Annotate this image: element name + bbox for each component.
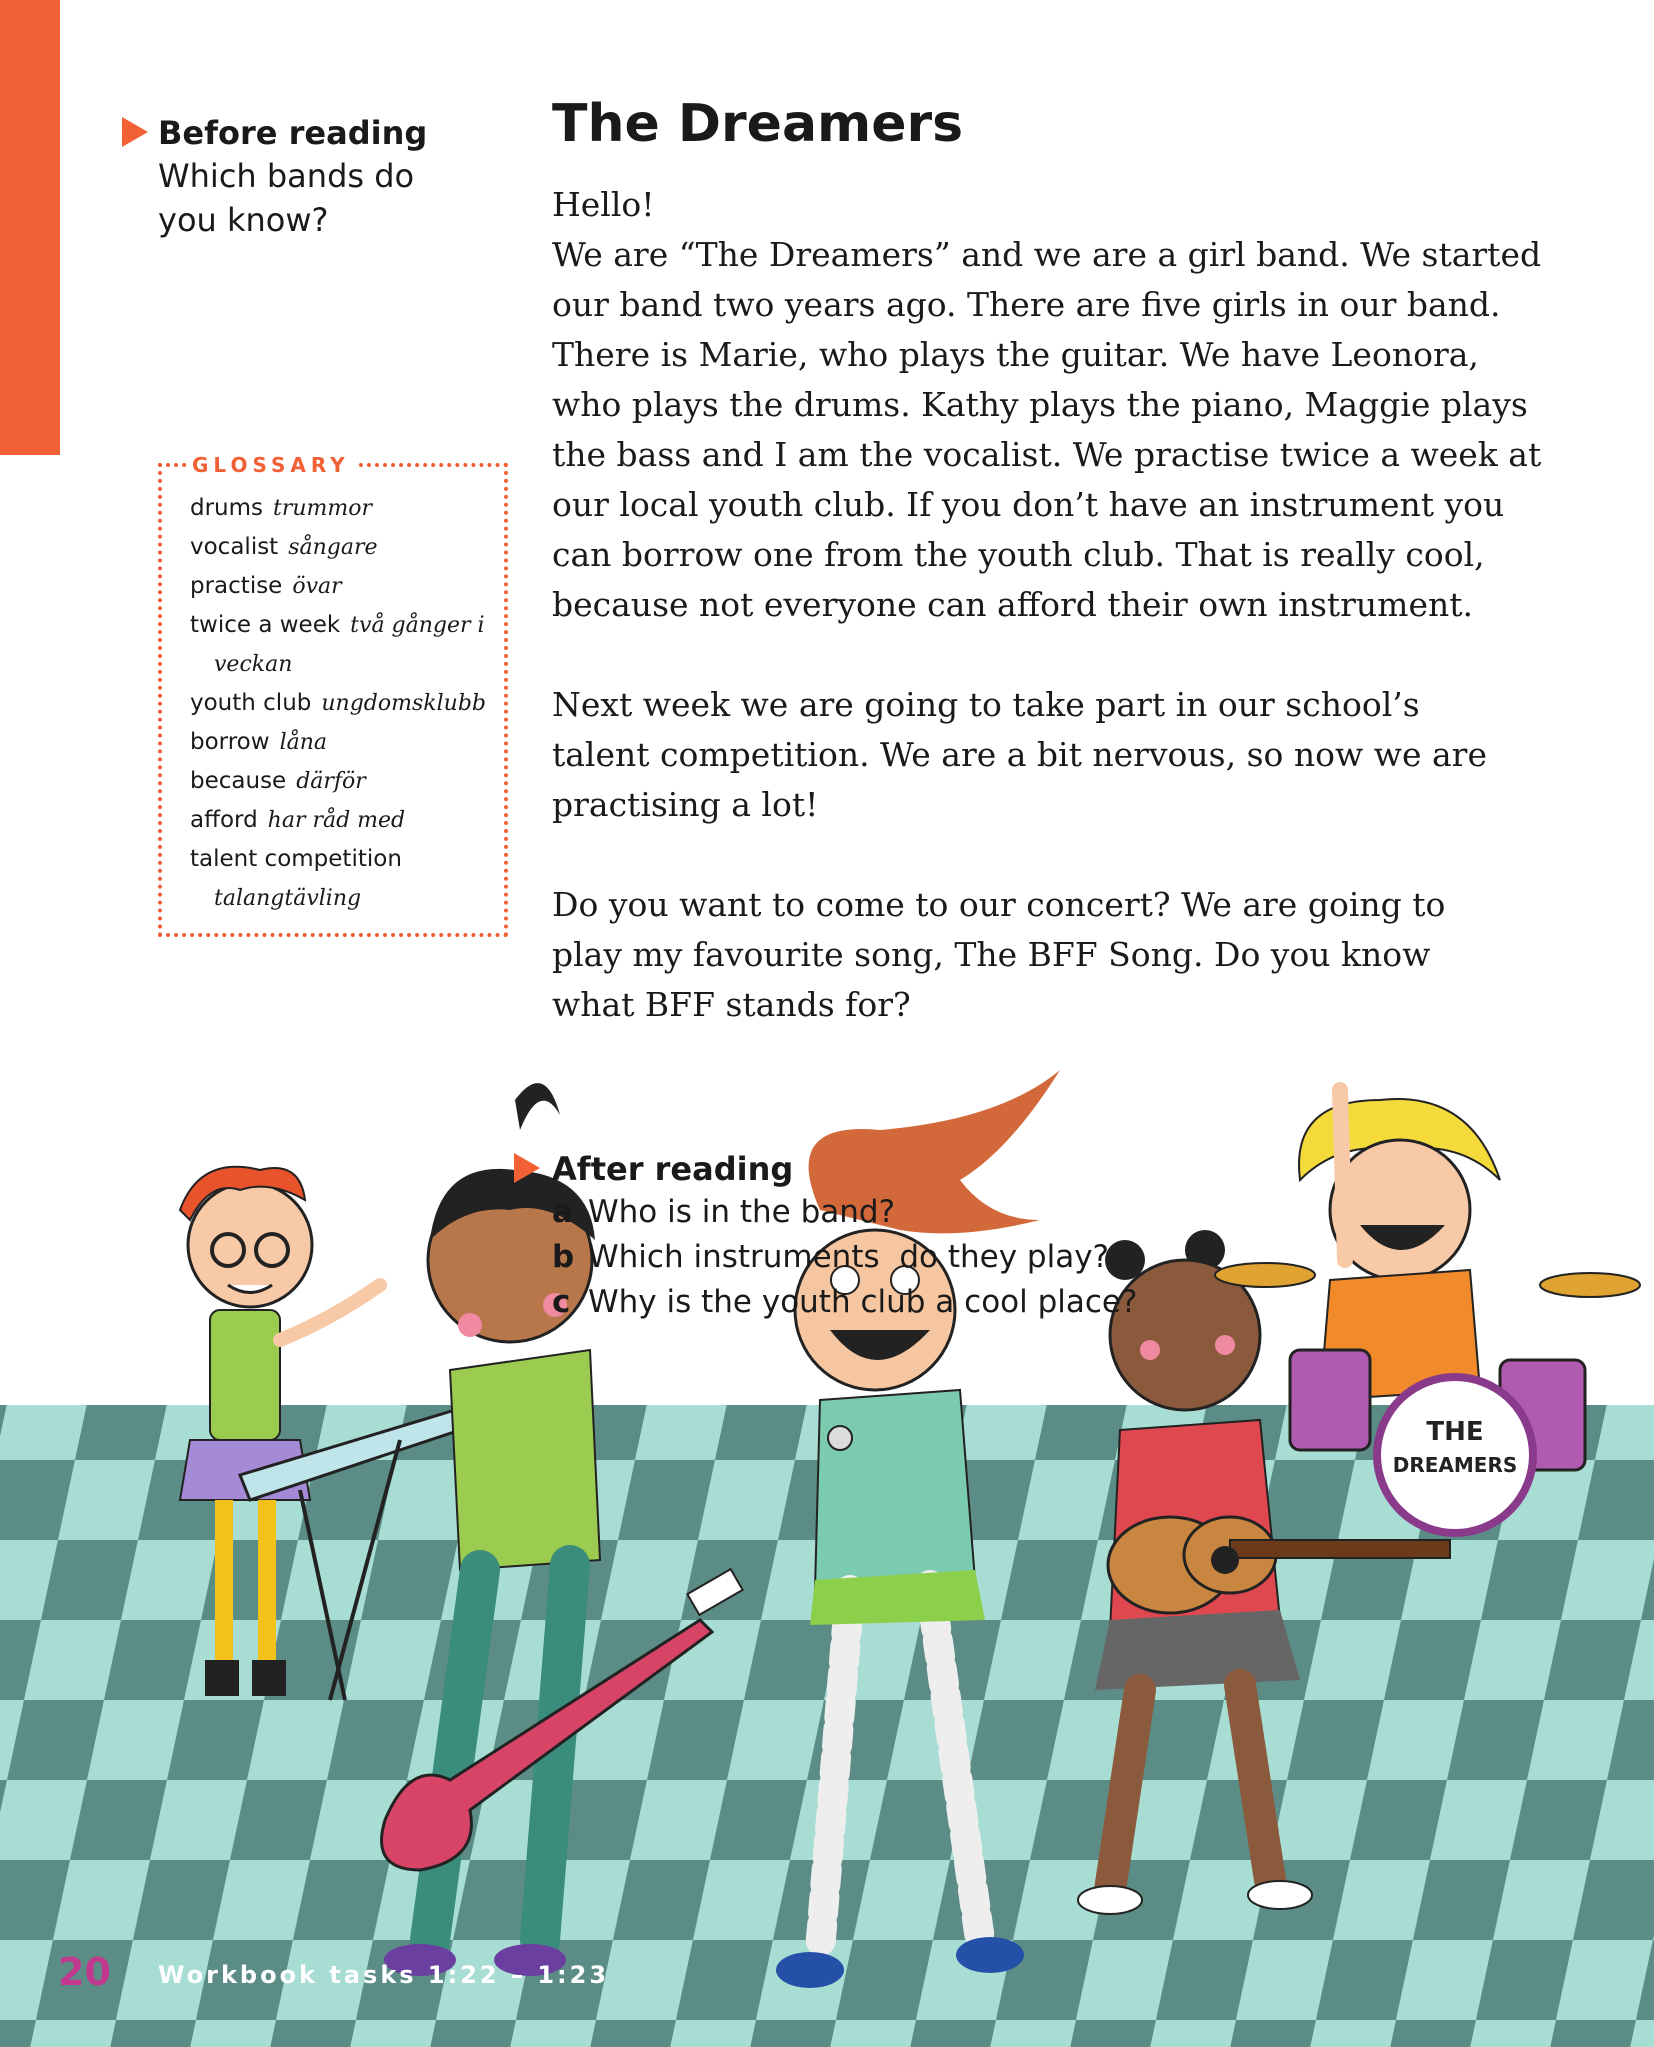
question-text: Which instruments do they play? xyxy=(588,1239,1110,1275)
page-number: 20 xyxy=(58,1950,111,1994)
before-reading-question: Which bands do you know? xyxy=(158,157,415,239)
glossary-term: twice a week xyxy=(190,612,341,638)
drum-label-line1: THE xyxy=(1426,1417,1484,1447)
glossary-translation: därför xyxy=(296,769,366,794)
glossary-term: vocalist xyxy=(190,534,279,560)
glossary-item xyxy=(190,840,504,918)
glossary-term: talent competition xyxy=(190,846,402,872)
drum-label-line2: DREAMERS xyxy=(1392,1453,1518,1477)
glossary-item xyxy=(190,567,504,606)
story-greeting: Hello! xyxy=(552,185,655,224)
glossary-translation: låna xyxy=(279,730,327,755)
glossary-item xyxy=(190,801,504,840)
glossary-box xyxy=(158,453,508,937)
glossary-term: youth club xyxy=(190,690,312,716)
question-letter: b xyxy=(552,1239,575,1275)
glossary-translation: talangtävling xyxy=(214,886,362,911)
story-paragraph-2: Next week we are going to take part in our school’s talent competition. We are a bit nervous, so now we are practising a lot! xyxy=(552,685,1487,824)
glossary-translation: trummor xyxy=(273,496,373,521)
story-paragraph-3: Do you want to come to our concert? We are going to play my favourite song, The BFF Song. Do you know what BFF stands for? xyxy=(552,885,1446,1024)
after-reading-question xyxy=(552,1280,1252,1325)
glossary-item xyxy=(190,762,504,801)
microphone-icon xyxy=(828,1426,852,1450)
question-text: Who is in the band? xyxy=(588,1194,896,1230)
glossary-item xyxy=(190,489,504,528)
after-reading-heading: After reading xyxy=(552,1150,794,1188)
glossary-translation: två gånger i xyxy=(350,613,485,638)
glossary-translation: har råd med xyxy=(267,808,406,833)
after-reading-question xyxy=(552,1190,1252,1235)
glossary-translation: ungdomsklubb xyxy=(321,691,486,716)
glossary-term: practise xyxy=(190,573,283,599)
glossary-item xyxy=(190,684,504,723)
question-letter: c xyxy=(552,1284,571,1320)
after-reading-box xyxy=(552,1148,1252,1325)
before-reading-heading: Before reading xyxy=(158,114,428,152)
glossary-item xyxy=(190,606,504,684)
glossary-term: because xyxy=(190,768,287,794)
before-reading-arrow-icon xyxy=(122,117,148,147)
question-text: Why is the youth club a cool place? xyxy=(588,1284,1138,1320)
glossary-item xyxy=(190,528,504,567)
side-color-bar xyxy=(0,0,60,455)
after-reading-question xyxy=(552,1235,1252,1280)
before-reading-box xyxy=(158,112,498,242)
after-reading-arrow-icon xyxy=(514,1153,540,1183)
glossary-term: afford xyxy=(190,807,258,833)
story-title: The Dreamers xyxy=(552,94,964,154)
workbook-reference: Workbook tasks 1:22 – 1:23 xyxy=(158,1961,610,1989)
glossary-item xyxy=(190,723,504,762)
glossary-term: drums xyxy=(190,495,264,521)
story-text xyxy=(552,180,1552,1080)
story-paragraph-1: We are “The Dreamers” and we are a girl band. We started our band two years ago. There are five girls in our band. There is Marie, who plays the guitar. We have Leonora, who plays the drums. Kathy plays the piano, Maggie plays the bass and I am the vocalist. We practise twice a week at our local youth club. If you don’t have an instrument you can borrow one from the youth club. That is really cool, because not everyone can afford their own instrument. xyxy=(552,235,1542,624)
glossary-translation: övar xyxy=(292,574,342,599)
glossary-translation-cont: veckan xyxy=(214,652,293,677)
question-letter: a xyxy=(552,1194,573,1230)
glossary-translation: sångare xyxy=(288,535,378,560)
glossary-title: GLOSSARY xyxy=(186,453,356,477)
glossary-term: borrow xyxy=(190,729,270,755)
